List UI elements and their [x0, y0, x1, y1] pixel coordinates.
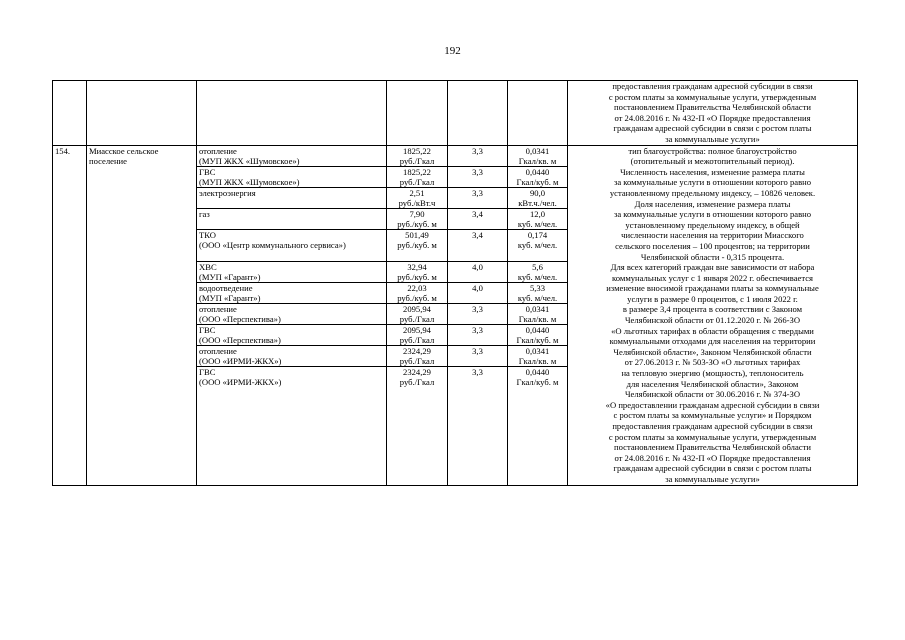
description-line: с ростом платы за коммунальные услуги» и Порядком [613, 410, 812, 421]
norm-unit: куб. м/чел. [517, 240, 558, 251]
percent-item [448, 188, 507, 209]
percent-value: 3,3 [472, 366, 483, 377]
norm-value: 90,0 [529, 187, 546, 198]
percent-item [448, 146, 507, 167]
percent-value: 3,3 [472, 166, 483, 177]
tariff-unit: руб./Гкал [399, 335, 435, 346]
municipality-name: Миасское сельское поселение [87, 145, 197, 485]
service-name: ГВС [199, 166, 216, 177]
tariff-unit: руб./Гкал [399, 156, 435, 167]
norm-unit: Гкал/кв. м [518, 314, 557, 325]
table-row-154 [53, 145, 858, 485]
norm-unit: куб. м/чел. [517, 272, 558, 283]
service-provider: (МУП «Гарант») [199, 293, 261, 304]
service-name: отопление [199, 345, 237, 356]
service-provider: (МУП ЖКХ «Шумовское») [199, 156, 300, 167]
service-item [197, 325, 386, 346]
description-line: Челябинской области от 30.06.2016 г. № 374-ЗО [624, 389, 801, 400]
tariff-value: 32,94 [407, 261, 427, 272]
table-row-continuation [53, 81, 858, 146]
norm-unit: Гкал/куб. м [516, 177, 559, 188]
norm-item [508, 367, 567, 485]
service-name: отопление [199, 303, 237, 314]
norm-item [508, 230, 567, 262]
percent-item [448, 346, 507, 367]
tariff-value: 22,03 [407, 282, 427, 293]
service-provider: (ООО «Центр коммунального сервиса») [199, 240, 346, 251]
description-line: в размере 3,4 процента в соответствии с Законом [622, 304, 803, 315]
description-line: с ростом платы за коммунальные услуги, утвержденным [608, 431, 817, 442]
service-name: ГВС [199, 324, 216, 335]
service-name: электроэнергия [199, 187, 256, 198]
norm-value: 0,174 [527, 229, 548, 240]
norm-item [508, 325, 567, 346]
tariff-unit: руб./куб. м [397, 272, 437, 283]
percent-value: 3,3 [472, 303, 483, 314]
tariff-item [387, 346, 447, 367]
norm-unit: Гкал/куб. м [516, 377, 559, 388]
norm-unit: Гкал/куб. м [516, 335, 559, 346]
service-name: газ [199, 208, 210, 219]
description-line: Доля населения, изменение размера платы [634, 198, 791, 209]
description-line: коммунальными отходами для населения на территории [609, 336, 816, 347]
norm-unit: Гкал/кв. м [518, 156, 557, 167]
tariff-unit: руб./куб. м [397, 219, 437, 230]
service-provider: (ООО «Перспектива») [199, 314, 281, 325]
tariff-value: 2324,29 [403, 345, 431, 356]
norm-unit: куб. м/чел. [517, 219, 558, 230]
percent-item [448, 283, 507, 304]
percent-value: 3,3 [472, 324, 483, 335]
description-line: Челябинской области от 01.12.2020 г. № 266-ЗО [624, 315, 801, 326]
service-provider: (ООО «ИРМИ-ЖКХ») [199, 356, 282, 367]
tariff-value: 2095,94 [403, 324, 431, 335]
service-provider: (ООО «Перспектива») [199, 335, 281, 346]
norm-value: 5,6 [532, 261, 543, 272]
percent-value: 3,4 [472, 208, 483, 219]
tariff-unit: руб./Гкал [399, 377, 435, 388]
service-provider: (ООО «ИРМИ-ЖКХ») [199, 377, 282, 388]
tariff-item [387, 262, 447, 283]
service-name: ХВС [199, 261, 217, 272]
service-name: ГВС [199, 366, 216, 377]
tariff-item [387, 230, 447, 262]
page-number: 192 [444, 45, 461, 57]
service-name: ТКО [199, 229, 216, 240]
description-line: (отопительный и межотопительный период). [630, 156, 795, 167]
tariff-item [387, 325, 447, 346]
norm-unit: куб. м/чел. [517, 293, 558, 304]
tariff-value: 2324,29 [403, 366, 431, 377]
norm-value: 0,0440 [525, 366, 550, 377]
percent-value: 3,4 [472, 229, 483, 240]
description-line: предоставления гражданам адресной субсидии в связи [612, 421, 813, 431]
tariff-value: 1825,22 [403, 145, 431, 156]
norm-item [508, 283, 567, 304]
tariff-unit: руб./Гкал [399, 356, 435, 367]
tariff-table [52, 80, 858, 486]
norm-value: 0,0440 [525, 324, 550, 335]
norm-value: 0,0341 [525, 345, 550, 356]
description-line: на тепловую энергию (мощность), теплоноситель [621, 368, 804, 379]
norm-item [508, 209, 567, 230]
service-item [197, 188, 386, 209]
norm-item [508, 188, 567, 209]
tariff-item [387, 367, 447, 485]
percent-value: 3,3 [472, 145, 483, 156]
percent-value: 3,3 [472, 187, 483, 198]
description-line: гражданам адресной субсидии в связи с ростом платы [613, 463, 812, 474]
tariff-unit: руб./куб. м [397, 240, 437, 251]
norm-item [508, 262, 567, 283]
norm-item [508, 146, 567, 167]
description-line: Челябинской области», Законом Челябинской области [613, 346, 812, 357]
description-line: «О льготных тарифах в области обращения с твердыми [611, 325, 814, 336]
service-item [197, 209, 386, 230]
norms-column [508, 145, 568, 485]
description-line: Челябинской области - 0,315 процента. [640, 251, 785, 262]
percent-item [448, 230, 507, 262]
tariff-value: 501,49 [405, 229, 429, 240]
percent-item [448, 304, 507, 325]
tariff-value: 2095,94 [403, 303, 431, 314]
description-line: сельского поселения – 100 процентов; на территории [615, 240, 810, 251]
description-line: за коммунальные услуги в отношении которого равно [613, 209, 812, 220]
description-line: установленному предельному индексу, в общей [625, 219, 800, 230]
row-number: 154. [53, 145, 87, 485]
tariff-unit: руб./Гкал [399, 177, 435, 188]
description-line: за коммунальные услуги» [665, 473, 760, 484]
percent-value: 4,0 [472, 282, 483, 293]
description-line: изменение вносимой гражданами платы за коммунальные [606, 283, 819, 294]
service-provider: (МУП «Гарант») [199, 272, 261, 283]
service-item [197, 230, 386, 262]
percent-item [448, 262, 507, 283]
service-item [197, 167, 386, 188]
percent-item [448, 367, 507, 485]
tariffs-column [387, 145, 448, 485]
norm-value: 0,0440 [525, 166, 550, 177]
service-item [197, 262, 386, 283]
description-line: за коммунальные услуги в отношении которого равно [613, 177, 812, 188]
description-line: тип благоустройства: полное благоустройство [628, 145, 797, 156]
description-line: услуги в размере 0 процентов, с 1 июля 2022 г. [627, 293, 798, 304]
tariff-item [387, 167, 447, 188]
continuation-text: предоставления гражданам адресной субсидии в связи с ростом платы за коммунальные услуги, утвержденным постановлением Правительства Челябинской области от 24.08.2016 г. № 432-П «О Порядке предоставления гражданам адресной субсидии в связи с ростом платы за коммунальные услуги» [568, 81, 858, 146]
service-item [197, 304, 386, 325]
tariff-item [387, 209, 447, 230]
service-provider: (МУП ЖКХ «Шумовское») [199, 177, 300, 188]
tariff-unit: руб./Гкал [399, 314, 435, 325]
services-column [197, 145, 387, 485]
description-line: коммунальных услуг с 1 января 2022 г. обеспечивается [612, 272, 813, 283]
norm-value: 0,0341 [525, 303, 550, 314]
tariff-item [387, 188, 447, 209]
percent-item [448, 209, 507, 230]
service-item [197, 146, 386, 167]
norm-value: 0,0341 [525, 145, 550, 156]
description-line: «О предоставлении гражданам адресной субсидии в связи [605, 399, 820, 410]
service-item [197, 367, 386, 485]
percent-item [448, 325, 507, 346]
tariff-unit: руб./кВт.ч [398, 198, 436, 209]
tariff-value: 2,51 [409, 187, 425, 198]
tariff-item [387, 304, 447, 325]
percent-value: 3,3 [472, 345, 483, 356]
description-text [568, 145, 858, 485]
tariff-value: 1825,22 [403, 166, 431, 177]
description-line: Численность населения, изменение размера платы [620, 166, 805, 177]
norm-value: 12,0 [529, 208, 546, 219]
description-line: для населения Челябинской области», Законом [626, 378, 799, 389]
percent-column [448, 145, 508, 485]
description-line: постановлением Правительства Челябинской области [614, 442, 811, 453]
tariff-item [387, 146, 447, 167]
service-name: отопление [199, 145, 237, 156]
norm-item [508, 304, 567, 325]
norm-value: 5,33 [529, 282, 546, 293]
description-line: Для всех категорий граждан вне зависимости от набора [610, 262, 815, 273]
norm-item [508, 167, 567, 188]
norm-item [508, 346, 567, 367]
percent-value: 4,0 [472, 261, 483, 272]
percent-item [448, 167, 507, 188]
description-line: установленному предельному индексу, – 10826 человек. [609, 187, 816, 198]
tariff-value: 7,90 [409, 208, 425, 219]
description-line: от 24.08.2016 г. № 432-П «О Порядке предоставления [614, 452, 811, 463]
tariff-unit: руб./куб. м [397, 293, 437, 304]
service-name: водоотведение [199, 282, 253, 293]
norm-unit: кВт.ч./чел. [518, 198, 557, 209]
tariff-item [387, 283, 447, 304]
service-item [197, 346, 386, 367]
norm-unit: Гкал/кв. м [518, 356, 557, 367]
service-item [197, 283, 386, 304]
description-line: численности населения на территории Миасского [621, 230, 804, 241]
description-line: от 27.06.2013 г. № 503-ЗО «О льготных тарифах [624, 357, 801, 368]
